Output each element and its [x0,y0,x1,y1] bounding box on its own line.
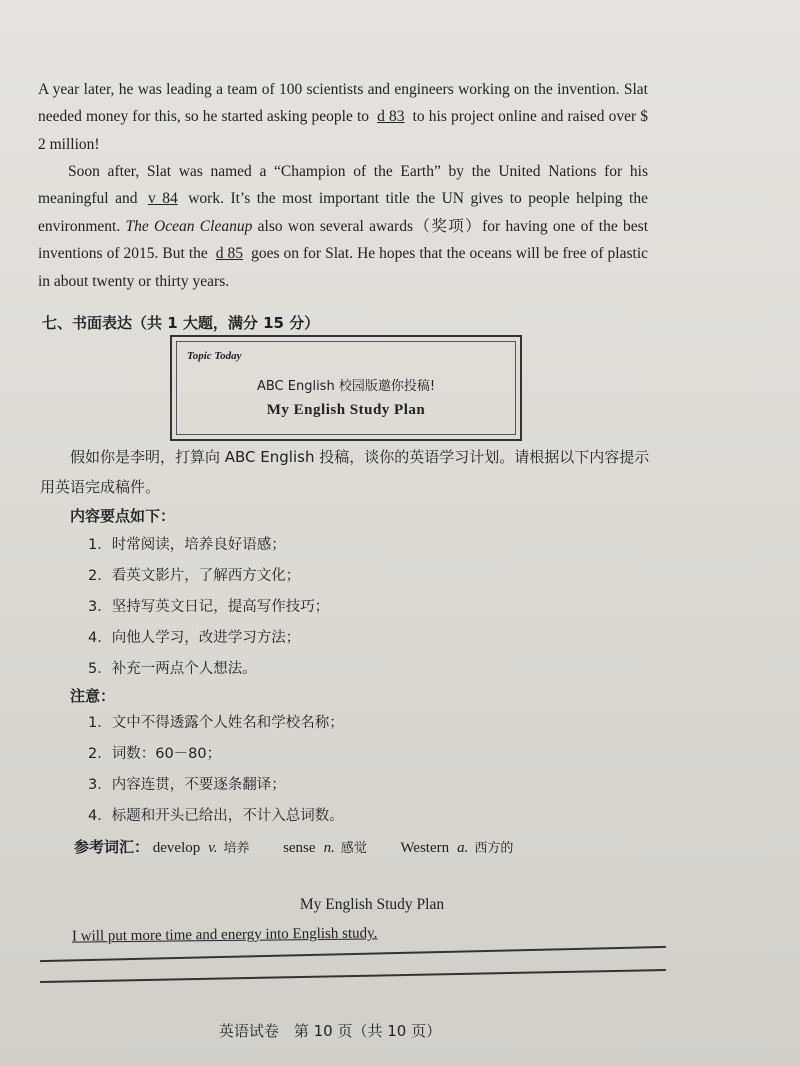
vocab-word-1: develop [152,840,201,856]
p2-text-d: goes on for Slat. He hopes that the oceans will be free of plastic in about twenty or thirty years. [38,245,648,290]
vocab-pos-3: a. [457,840,469,856]
vocab-label: 参考词汇： [74,838,150,856]
list-item: 4．标题和开头已给出，不计入总词数。 [88,808,344,824]
writing-prompt: 假如你是李明，打算向 ABC English 投稿，谈你的英语学习计划。请根据以下内容提示用英语完成稿件。 [40,448,650,496]
blank-85: d 85 [215,245,244,262]
blank-83: d 83 [377,108,405,125]
essay-title: My English Study Plan [299,896,445,913]
notes-list [88,708,344,832]
topic-box-inner [176,341,516,435]
vocab-meaning-2: 感觉 [340,841,367,856]
list-item: 3．坚持写英文日记，提高写作技巧； [88,599,330,615]
topic-subtitle: ABC English 校园版邀你投稿! [256,379,436,394]
passage-paragraph-1 [38,76,648,159]
vocab-meaning-3: 西方的 [474,841,514,856]
list-item: 4．向他人学习，改进学习方法； [88,630,301,646]
vocab-meaning-1: 培养 [223,841,250,856]
topic-title: My English Study Plan [266,402,426,418]
list-item: 2．看英文影片，了解西方文化； [88,568,301,584]
list-item: 1．文中不得透露个人姓名和学校名称； [88,715,344,731]
p2-text-c: also won several awards（奖项）for having one of the best inventions of 2015. But the [38,217,649,262]
topic-box [170,335,522,441]
blank-84: v 84 [147,190,178,207]
reference-vocabulary [74,836,513,857]
p2-italic-name: The Ocean Cleanup [125,217,253,235]
content-points-list [88,530,329,685]
notes-heading: 注意： [70,687,116,705]
list-item: 3．内容连贯，不要逐条翻译； [88,777,286,793]
vocab-word-2: sense [283,840,316,856]
p2-text-a: Soon after, Slat was named a “Champion of the Earth” by the United Nations for his meaningful and [38,162,648,207]
p1-text-a: A year later, he was leading a team of 100 scientists and engineers working on the invention. Slat needed money for this, so he started asking people to [38,80,648,125]
passage-paragraph-2 [38,158,648,296]
p2-text-b: work. It’s the most important title the UN gives to people helping the environment. [38,190,648,235]
page-footer: 英语试卷 第 10 页（共 10 页） [218,1022,442,1040]
list-item: 1．时常阅读，培养良好语感； [88,537,286,553]
writing-line-1 [40,946,666,962]
list-item: 5．补充一两点个人想法。 [88,661,257,677]
writing-line-2 [40,969,666,983]
vocab-word-3: Western [400,840,450,856]
topic-label: Topic Today [187,350,242,362]
vocab-pos-1: v. [208,840,218,856]
section-title: 七、书面表达（共 1 大题，满分 15 分） [42,314,320,332]
list-item: 2．词数：60－80； [88,746,222,762]
vocab-pos-2: n. [323,840,335,856]
p1-text-b: to his project online and raised over $ 2 million! [38,108,649,153]
essay-opening-sentence: I will put more time and energy into English study. [71,925,378,945]
content-points-heading: 内容要点如下： [70,507,176,525]
